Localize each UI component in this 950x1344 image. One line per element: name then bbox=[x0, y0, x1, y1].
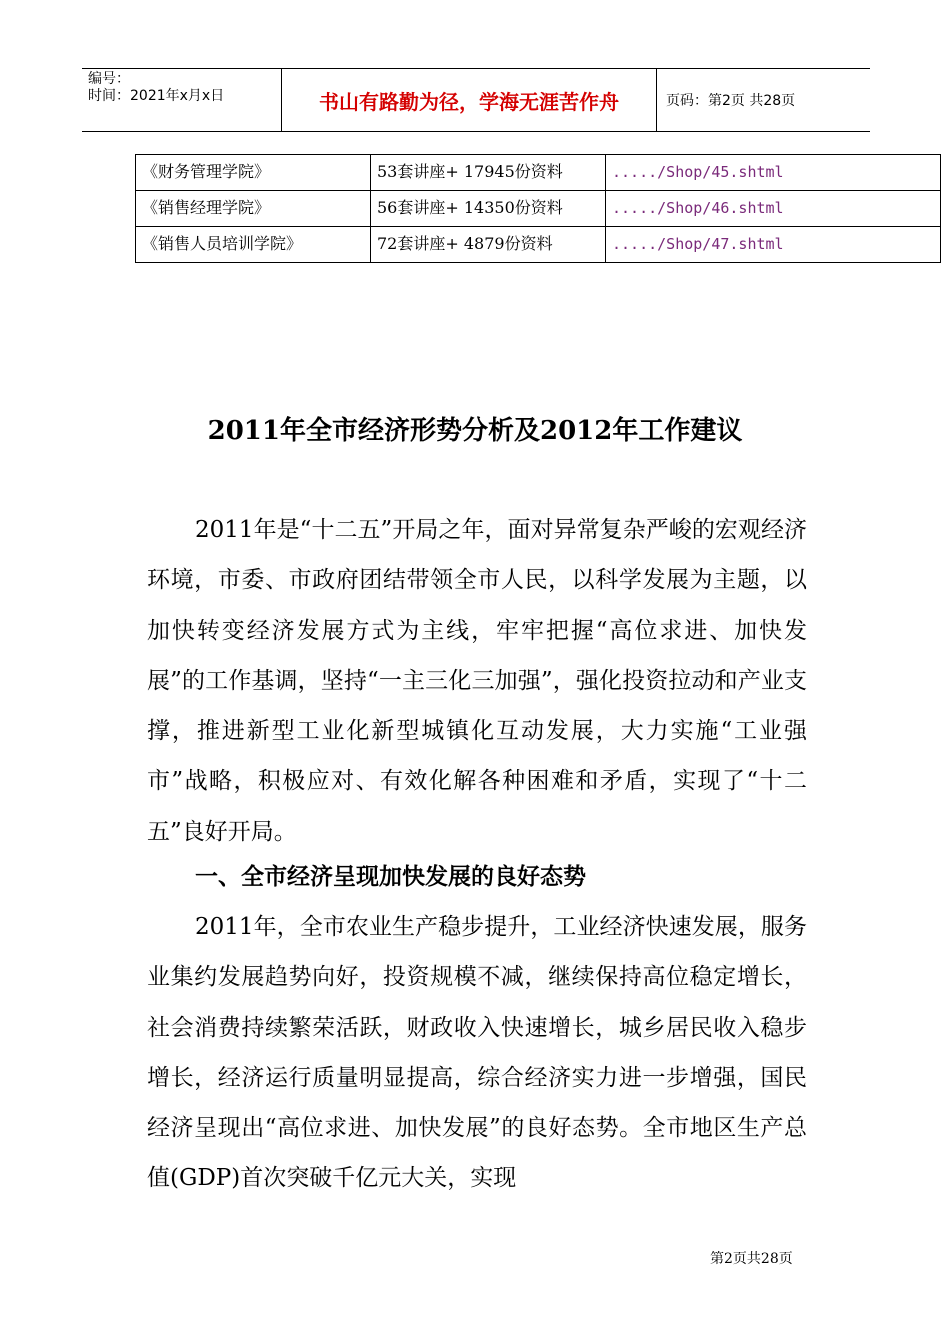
table-cell-link[interactable]: ...../Shop/47.shtml bbox=[606, 227, 941, 263]
table-cell-link[interactable]: ...../Shop/46.shtml bbox=[606, 191, 941, 227]
header-page-label: 页码：第2页 共28页 bbox=[666, 93, 796, 109]
table-row bbox=[136, 227, 941, 263]
time-label: 时间：2021年x月x日 bbox=[88, 88, 225, 104]
paragraph-section1-text: 2011年，全市农业生产稳步提升，工业经济快速发展，服务业集约发展趋势向好，投资规模不减，继续保持高位稳定增长，社会消费持续繁荣活跃，财政收入快速增长，城乡居民收入稳步增长，经济运行质量明显提高，综合经济实力进一步增强，国民经济呈现出“高位求进、加快发展”的良好态势。全市地区生产总值(GDP)首次突破千亿元大关，实现 bbox=[147, 914, 807, 1192]
table-cell-name: 《财务管理学院》 bbox=[136, 155, 371, 191]
header-motto: 书山有路勤为径，学海无涯苦作舟 bbox=[282, 69, 657, 131]
table-row bbox=[136, 191, 941, 227]
header-meta bbox=[82, 69, 282, 131]
resource-table bbox=[135, 154, 941, 263]
paragraph-section1 bbox=[147, 902, 807, 1204]
table-cell-name: 《销售经理学院》 bbox=[136, 191, 371, 227]
paragraph-intro-text: 2011年是“十二五”开局之年，面对异常复杂严峻的宏观经济环境，市委、市政府团结带领全市人民，以科学发展为主题，以加快转变经济发展方式为主线，牢牢把握“高位求进、加快发展”的工作基调，坚持“一主三化三加强”，强化投资拉动和产业支撑，推进新型工业化新型城镇化互动发展，大力实施“工业强市”战略，积极应对、有效化解各种困难和矛盾，实现了“十二五”良好开局。 bbox=[147, 517, 807, 845]
table-cell-desc: 56套讲座+ 14350份资料 bbox=[371, 191, 606, 227]
section-heading: 一、全市经济呈现加快发展的良好态势 bbox=[195, 864, 586, 890]
page-footer: 第2页共28页 bbox=[710, 1251, 793, 1267]
table-cell-desc: 72套讲座+ 4879份资料 bbox=[371, 227, 606, 263]
page-header bbox=[82, 68, 870, 132]
table-row bbox=[136, 155, 941, 191]
table-cell-name: 《销售人员培训学院》 bbox=[136, 227, 371, 263]
document-title: 2011年全市经济形势分析及2012年工作建议 bbox=[207, 416, 743, 446]
table-cell-link[interactable]: ...../Shop/45.shtml bbox=[606, 155, 941, 191]
number-label: 编号： bbox=[88, 71, 130, 87]
table-cell-desc: 53套讲座+ 17945份资料 bbox=[371, 155, 606, 191]
paragraph-intro bbox=[147, 505, 807, 857]
